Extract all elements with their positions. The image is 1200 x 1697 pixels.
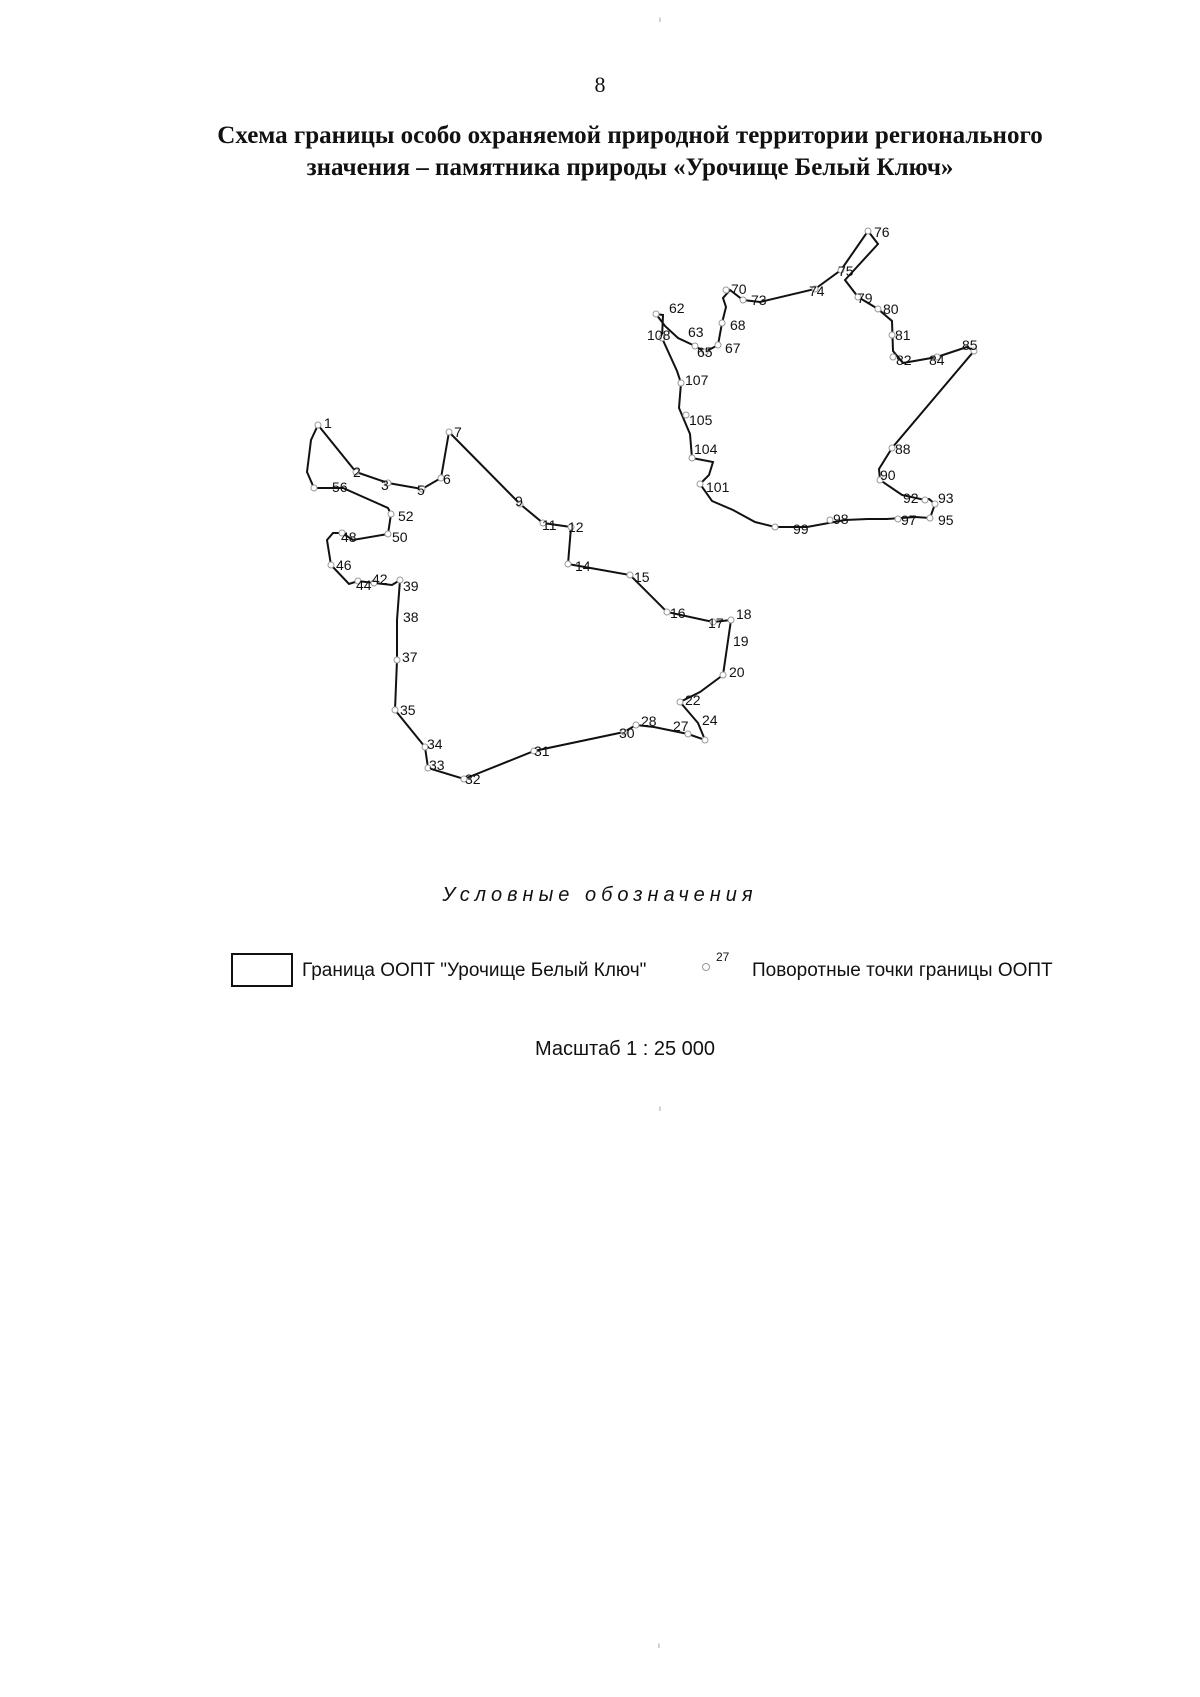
point-label: 35 — [400, 702, 416, 718]
legend-point-icon — [702, 963, 710, 971]
point-label: 32 — [465, 771, 481, 787]
point-marker — [740, 297, 746, 303]
point-marker — [678, 380, 684, 386]
point-marker — [927, 515, 933, 521]
point-label: 84 — [929, 352, 945, 368]
point-label: 81 — [895, 327, 911, 343]
point-label: 31 — [534, 743, 550, 759]
point-label: 15 — [634, 569, 650, 585]
title-line-1: Схема границы особо охраняемой природной территории регионального — [217, 122, 1043, 149]
point-label: 9 — [515, 493, 523, 509]
point-label: 52 — [398, 508, 414, 524]
point-marker — [653, 311, 659, 317]
point-label: 90 — [880, 467, 896, 483]
point-label: 85 — [962, 337, 978, 353]
point-label: 95 — [938, 512, 954, 528]
boundary-west — [307, 425, 731, 779]
legend-boundary-swatch — [231, 953, 293, 987]
point-label: 16 — [670, 605, 686, 621]
point-marker — [697, 481, 703, 487]
point-label: 82 — [896, 352, 912, 368]
legend-title: Условные обозначения — [442, 884, 758, 906]
point-label: 88 — [895, 441, 911, 457]
point-label: 20 — [729, 664, 745, 680]
point-marker — [720, 672, 726, 678]
point-label: 46 — [336, 557, 352, 573]
point-label: 18 — [736, 606, 752, 622]
point-label: 3 — [381, 477, 389, 493]
point-marker — [772, 524, 778, 530]
point-label: 79 — [857, 290, 873, 306]
point-marker — [392, 707, 398, 713]
turning-points — [311, 228, 977, 782]
point-label: 34 — [427, 736, 443, 752]
point-label: 68 — [730, 317, 746, 333]
point-label: 28 — [641, 713, 657, 729]
scan-mark: ᶦ — [659, 1103, 661, 1117]
point-marker — [728, 617, 734, 623]
point-label: 27 — [673, 718, 689, 734]
point-label: 73 — [751, 292, 767, 308]
point-label: 50 — [392, 529, 408, 545]
legend-boundary-label: Граница ООПТ "Урочище Белый Ключ" — [302, 960, 647, 981]
point-label: 76 — [874, 224, 890, 240]
legend-point-label: Поворотные точки границы ООПТ — [752, 960, 1053, 981]
point-marker — [719, 320, 725, 326]
point-label: 62 — [669, 300, 685, 316]
point-marker — [715, 342, 721, 348]
point-label: 30 — [619, 725, 635, 741]
point-label: 22 — [685, 692, 701, 708]
point-marker — [702, 737, 708, 743]
point-label: 97 — [901, 512, 917, 528]
point-label: 101 — [706, 479, 730, 495]
point-label: 14 — [575, 558, 591, 574]
point-label: 74 — [809, 283, 825, 299]
scan-mark: ᶦ — [659, 14, 661, 28]
point-label: 93 — [938, 490, 954, 506]
point-marker — [677, 699, 683, 705]
point-label: 98 — [833, 511, 849, 527]
point-label: 7 — [454, 424, 462, 440]
point-label: 19 — [733, 633, 749, 649]
point-marker — [565, 561, 571, 567]
scan-mark: ᶦ — [658, 1640, 660, 1654]
point-label: 17 — [708, 615, 724, 631]
title-line-2: значения – памятника природы «Урочище Белый Ключ» — [306, 154, 954, 181]
point-label: 37 — [402, 649, 418, 665]
scale-label: Масштаб 1 : 25 000 — [534, 1038, 716, 1060]
point-label: 80 — [883, 301, 899, 317]
point-marker — [328, 562, 334, 568]
point-label: 6 — [443, 471, 451, 487]
point-label: 92 — [903, 490, 919, 506]
point-label: 44 — [356, 577, 372, 593]
point-label: 1 — [324, 415, 332, 431]
point-label: 104 — [694, 441, 718, 457]
point-label: 24 — [702, 712, 718, 728]
point-label: 108 — [647, 327, 671, 343]
point-label: 67 — [725, 340, 741, 356]
point-marker — [311, 485, 317, 491]
point-label: 65 — [697, 344, 713, 360]
point-label: 2 — [353, 464, 361, 480]
point-label: 42 — [372, 571, 388, 587]
point-marker — [865, 228, 871, 234]
point-label: 11 — [542, 517, 557, 533]
point-marker — [875, 306, 881, 312]
point-marker — [627, 572, 633, 578]
point-label: 39 — [403, 578, 419, 594]
point-label: 99 — [793, 521, 809, 537]
point-label: 70 — [731, 281, 747, 297]
point-label: 5 — [417, 482, 425, 498]
point-marker — [922, 497, 928, 503]
point-marker — [723, 287, 729, 293]
point-marker — [446, 429, 452, 435]
legend-point-number: 27 — [716, 950, 730, 964]
point-marker — [385, 531, 391, 537]
point-label: 63 — [688, 324, 704, 340]
point-label: 12 — [568, 519, 584, 535]
point-label: 105 — [689, 412, 713, 428]
point-label: 38 — [403, 609, 419, 625]
page-number: 8 — [594, 72, 606, 97]
boundary-map — [0, 0, 1200, 830]
point-label: 107 — [685, 372, 709, 388]
point-label: 48 — [341, 529, 357, 545]
point-label: 33 — [429, 757, 445, 773]
point-marker — [394, 657, 400, 663]
point-label: 56 — [332, 479, 348, 495]
point-marker — [388, 511, 394, 517]
point-label: 75 — [838, 263, 854, 279]
point-marker — [315, 422, 321, 428]
